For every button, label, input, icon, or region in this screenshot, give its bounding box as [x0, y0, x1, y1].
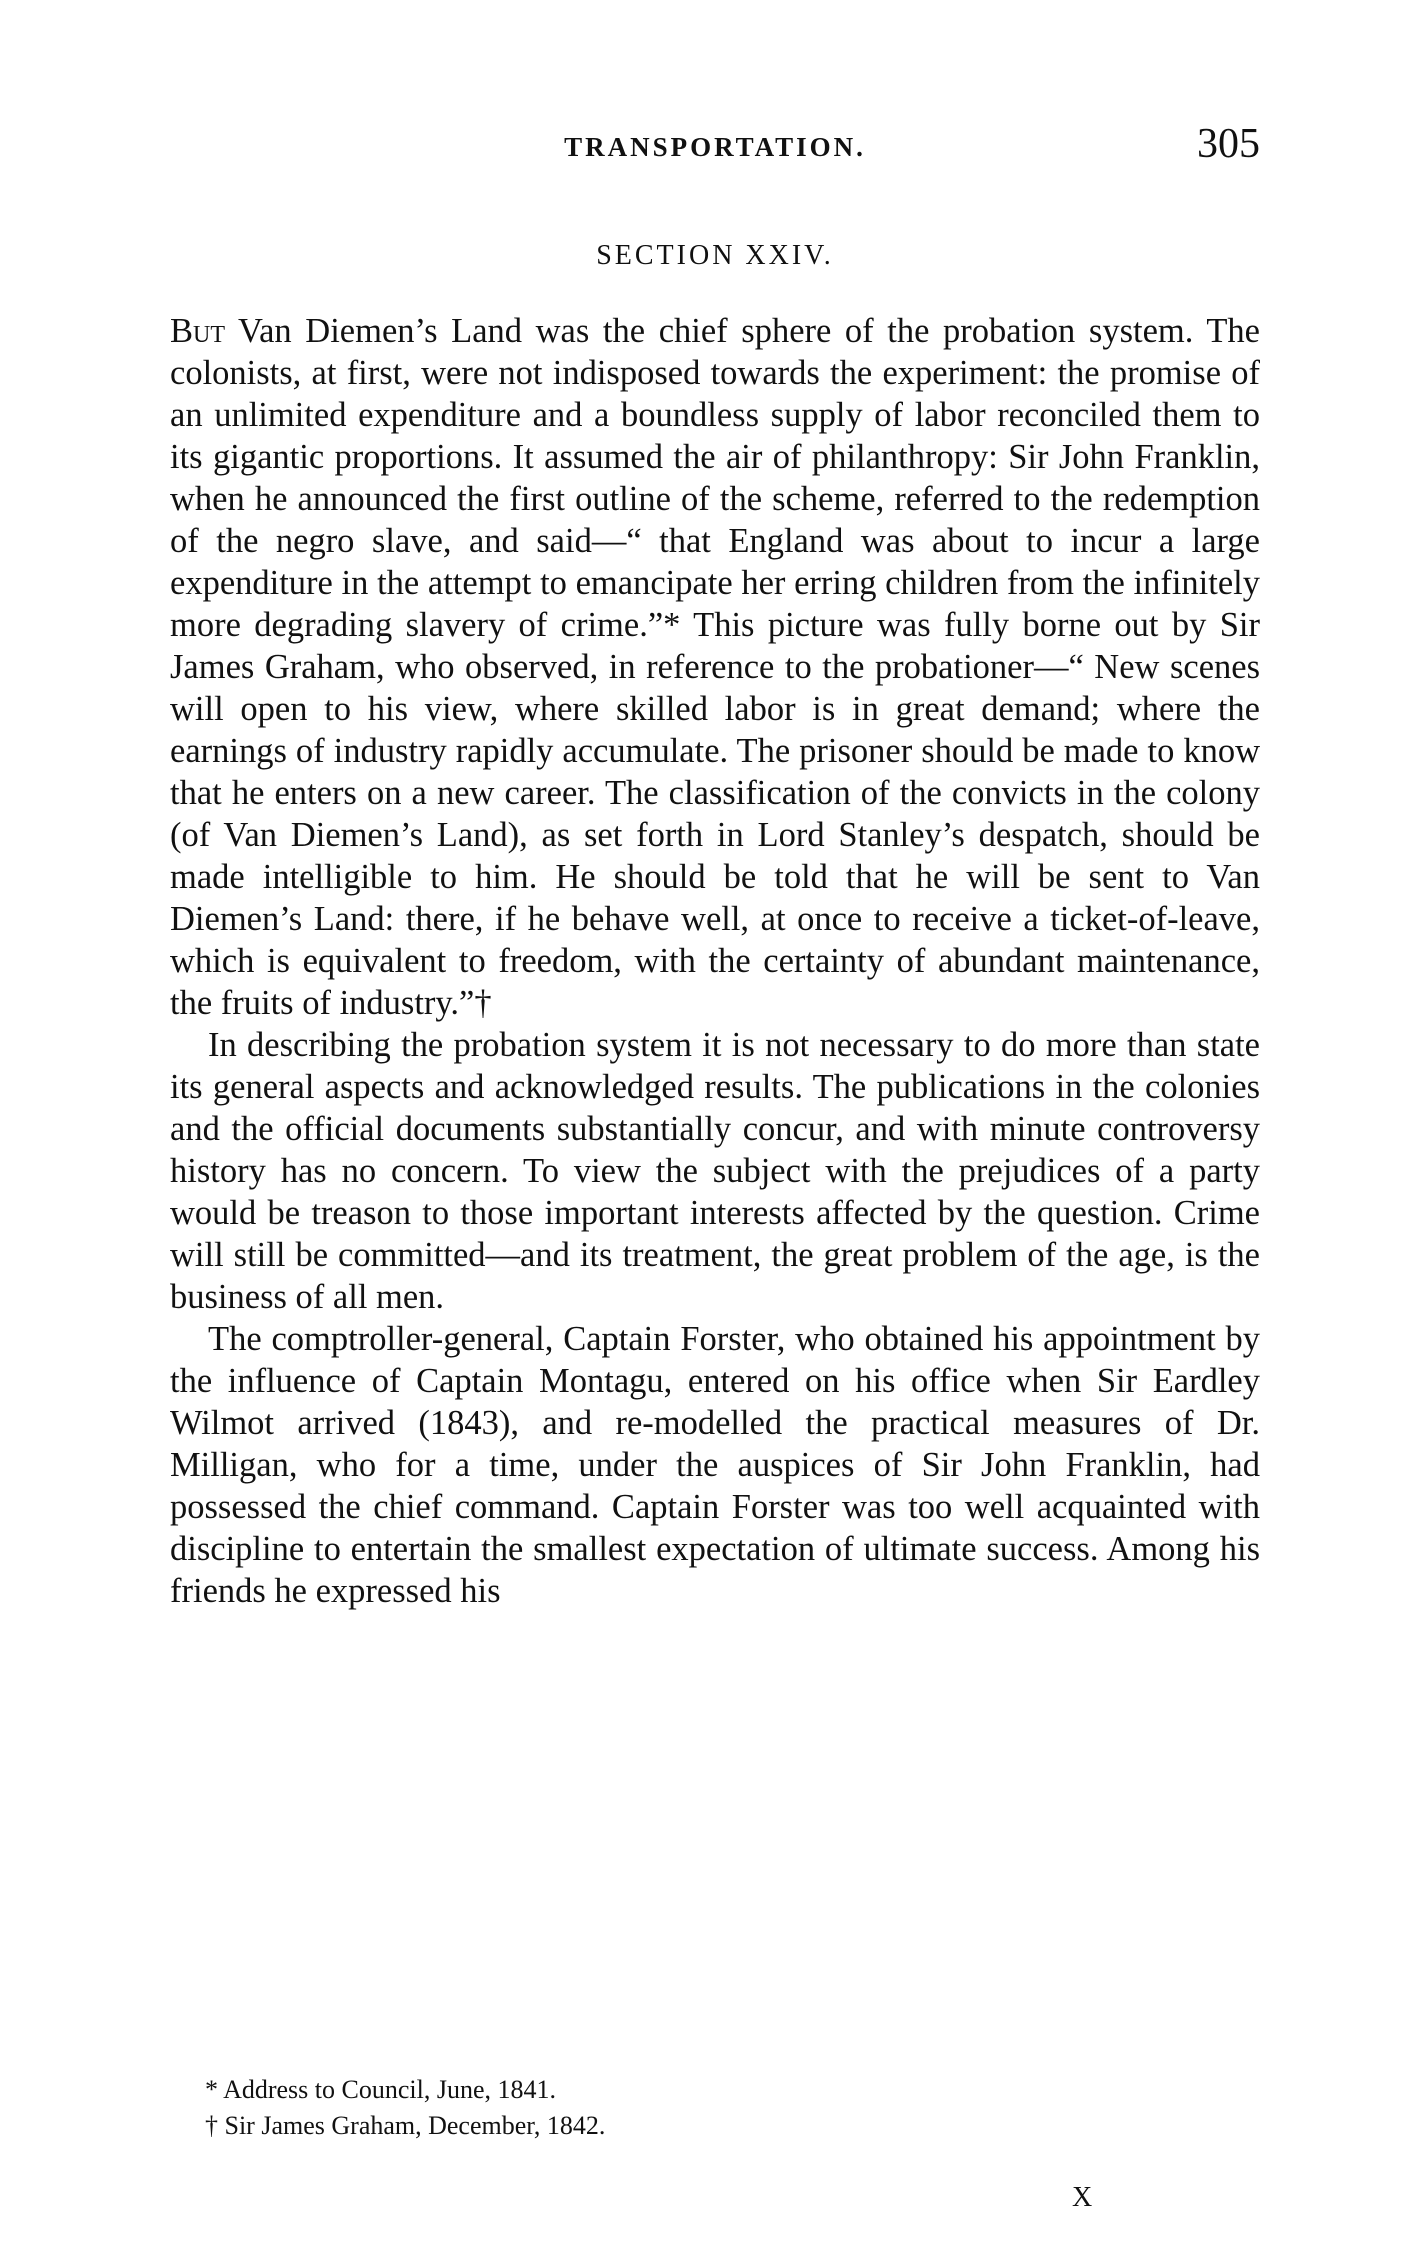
opening-word: But — [170, 312, 226, 350]
body-text — [170, 310, 1260, 1612]
paragraph-3: The comptroller-general, Captain Forster, who obtained his appointment by the influence of Captain Montagu, entered on his office when Sir Eardley Wilmot arrived (1843), and re-modelled the practical measures of Dr. Milligan, who for a time, under the auspices of Sir John Franklin, had possessed the chief command. Captain Forster was too well acquainted with discipline to entertain the smallest expectation of ultimate success. Among his friends he expressed his — [170, 1320, 1260, 1610]
running-head — [170, 120, 1260, 180]
footnote-1: * Address to Council, June, 1841. — [205, 2075, 556, 2104]
footnote-2: † Sir James Graham, December, 1842. — [205, 2111, 606, 2140]
paragraph-1-text: Van Diemen’s Land was the chief sphere of the probation system. The colonists, at first, were not indisposed towards the experiment: the promise of an unlimited expenditure and a boundless supply of labor reconciled them to its gigantic proportions. It assumed the air of philanthropy: Sir John Franklin, when he announced the first outline of the scheme, referred to the redemption of the negro slave, and said—“ that England was about to incur a large expenditure in the attempt to emancipate her erring children from the infinitely more degrading slavery of crime.”* This picture was fully borne out by Sir James Graham, who observed, in reference to the probationer—“ New scenes will open to his view, where skilled labor is in great demand; where the earnings of industry rapidly accumulate. The prisoner should be made to know that he enters on a new career. The classification of the convicts in the colony (of Van Diemen’s Land), as set forth in Lord Stanley’s despatch, should be made intelligible to him. He should be told that he will be sent to Van Diemen’s Land: there, if he behave well, at once to receive a ticket-of-leave, which is equivalent to freedom, with the certainty of abundant maintenance, the fruits of industry.”† — [170, 312, 1260, 1022]
paragraph-2: In describing the probation system it is not necessary to do more than state its general aspects and acknowledged results. The publications in the colonies and the official documents substantially concur, and with minute controversy history has no concern. To view the subject with the prejudices of a party would be treason to those important interests affected by the question. Crime will still be committed—and its treatment, the great problem of the age, is the business of all men. — [170, 1026, 1260, 1316]
section-heading: SECTION XXIV. — [596, 240, 834, 271]
signature-mark: X — [1072, 2182, 1093, 2213]
page-number: 305 — [1197, 121, 1260, 167]
running-title: TRANSPORTATION. — [564, 132, 866, 162]
paragraph-1 — [170, 310, 1260, 1024]
footnotes — [205, 2072, 1105, 2144]
